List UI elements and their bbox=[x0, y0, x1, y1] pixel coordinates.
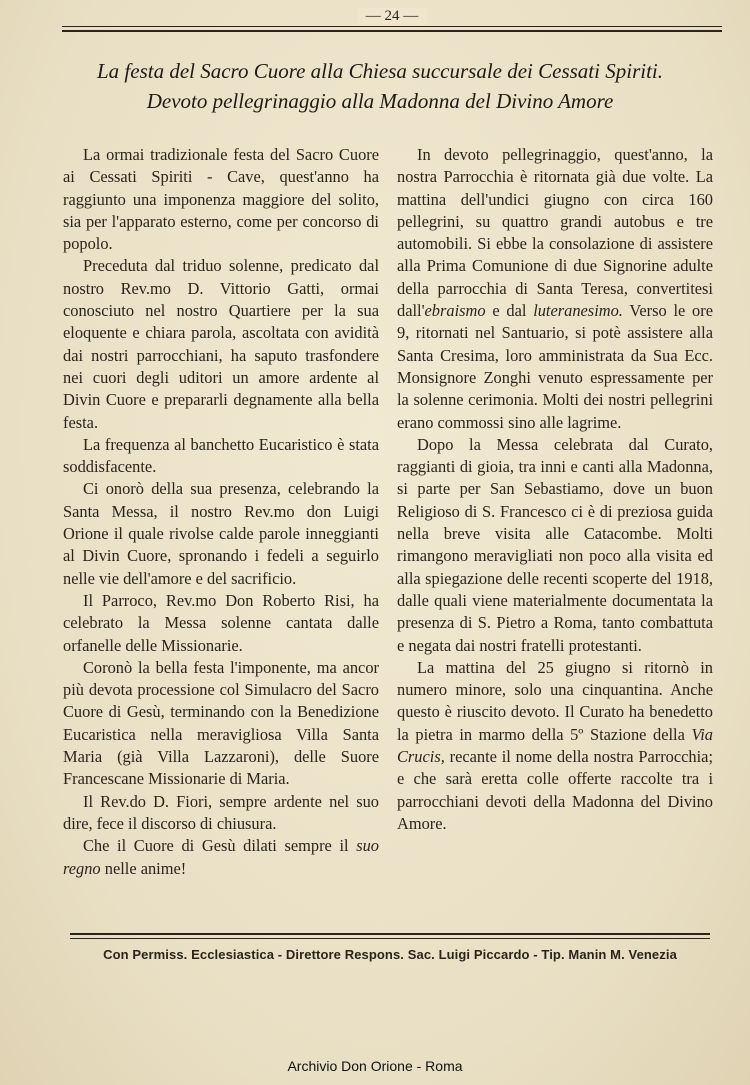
closing-text-start: Che il Cuore di Gesù dilati sempre il bbox=[83, 836, 349, 856]
left-paragraph-1: La ormai tradizionale festa del Sacro Cuore ai Cessati Spiriti - Cave, quest'anno ha raggiunto una imponenza maggiore del solito, sia per l'apparato esterno, come per concorso di popolo. bbox=[63, 145, 379, 254]
article-title-line-1: La festa del Sacro Cuore alla Chiesa succursale dei Cessati Spiriti. bbox=[96, 59, 663, 83]
header-rule-thin bbox=[62, 26, 722, 27]
page-number: — 24 — bbox=[358, 8, 427, 25]
left-paragraph-7: Il Rev.do D. Fiori, sempre ardente nel suo dire, fece il discorso di chiusura. bbox=[63, 791, 379, 833]
closing-text-emphasis: suo regno bbox=[63, 836, 379, 878]
header-rule-thick bbox=[62, 30, 722, 32]
right-paragraph-2: Dopo la Messa celebrata dal Curato, raggianti di gioia, tra inni e canti alla Madonna, si parte per San Sebastiamo, dove un buon Religioso di S. Francesco ci è di preziosa guida nella breve visita alle Catacombe. Molti rimangono meravigliati non poco alla visita ed alla spiegazione delle recenti scoperte del 1918, dalle quali viene materialmente documentata la presenza di S. Pietro a Roma, tanto combattuta e negata dai nostri fratelli protestanti. bbox=[397, 434, 713, 655]
conjunction-text: e dal bbox=[492, 301, 527, 321]
imprint-line: Con Permiss. Ecclesiastica - Direttore Respons. Sac. Luigi Piccardo - Tip. Manin M. Venezia bbox=[103, 947, 677, 962]
pilgrimage-text-end: Verso le ore 9, ritornati nel Santuario, si potè assistere alla Santa Cresima, loro amministrata da Sua Ecc. Monsignore Zonghi venuto espressamente per la solenne cerimonia. Molti dei nostri pellegrini erano commossi sino alle lagrime. bbox=[397, 301, 713, 432]
archive-caption: Archivio Don Orione - Roma bbox=[287, 1058, 463, 1074]
footer-rules bbox=[70, 933, 710, 941]
left-column bbox=[63, 144, 379, 880]
left-paragraph-2: Preceduta dal triduo solenne, predicato dal nostro Rev.mo D. Vittorio Gatti, ormai conosciuto nel nostro Quartiere per la sua eloquente e chiara parola, ascoltata con avidità dai nostri parrocchiani, ha saputo trasfondere nei cuori degli uditori un amore ardente al Divin Cuore e prepararli degnamente alla bella festa. bbox=[63, 256, 379, 432]
left-paragraph-3: La frequenza al banchetto Eucaristico è stata soddisfacente. bbox=[63, 434, 379, 477]
ebraismo-prefix: dall' bbox=[397, 301, 425, 321]
article-title bbox=[40, 56, 720, 116]
ebraismo-emphasis: ebraismo bbox=[424, 301, 486, 321]
closing-text-end: nelle anime! bbox=[104, 858, 187, 878]
right-column bbox=[397, 144, 713, 835]
second-visit-text: La mattina del 25 giugno si ritornò in numero minore, solo una cinquantina. Anche questo è riuscito devoto. Il Curato ha benedetto la pietra in marmo della 5º Stazione della bbox=[397, 657, 713, 744]
footer-rule-thick bbox=[70, 933, 710, 935]
left-paragraph-5: Il Parroco, Rev.mo Don Roberto Risi, ha celebrato la Messa solenne cantata dalle orfanelle delle Missionarie. bbox=[63, 590, 379, 655]
right-paragraph-1 bbox=[397, 144, 713, 434]
left-paragraph-8 bbox=[63, 835, 379, 880]
second-visit-text-end: recante il nome della nostra Parrocchia; e che sarà eretta colle offerte raccolte tra i parrocchiani devoti della Madonna del Divino Amore. bbox=[397, 747, 713, 833]
via-crucis-emphasis: Via Crucis, bbox=[397, 724, 713, 767]
pilgrimage-text: In devoto pellegrinaggio, quest'anno, la nostra Parrocchia è ritornata già due volte. La mattina dell'undici giugno con circa 160 pellegrini, su quattro grandi autobus e tre automobili. Si ebbe la consolazione di assistere alla Prima Comunione di due Signorine adulte della parrocchia di Santa Teresa, convertitesi bbox=[397, 145, 713, 298]
left-paragraph-6: Coronò la bella festa l'imponente, ma ancor più devota processione col Simulacro del Sacro Cuore di Gesù, terminando con la Benedizione Eucaristica nella meravigliosa Villa Santa Maria (già Villa Lazzaroni), delle Suore Francescane Missionarie di Maria. bbox=[63, 657, 379, 789]
article-title-line-2: Devoto pellegrinaggio alla Madonna del Divino Amore bbox=[146, 89, 614, 113]
page-header bbox=[62, 8, 722, 38]
luteranesimo-emphasis: luteranesimo. bbox=[533, 301, 623, 321]
left-paragraph-4: Ci onorò della sua presenza, celebrando la Santa Messa, il nostro Rev.mo don Luigi Orione il quale rivolse calde parole inneggianti al Divin Cuore, spronando i fedeli a seguirlo nelle vie dell'amore e del sacrificio. bbox=[63, 479, 379, 588]
right-paragraph-3 bbox=[397, 657, 713, 835]
footer-rule-thin bbox=[70, 938, 710, 939]
